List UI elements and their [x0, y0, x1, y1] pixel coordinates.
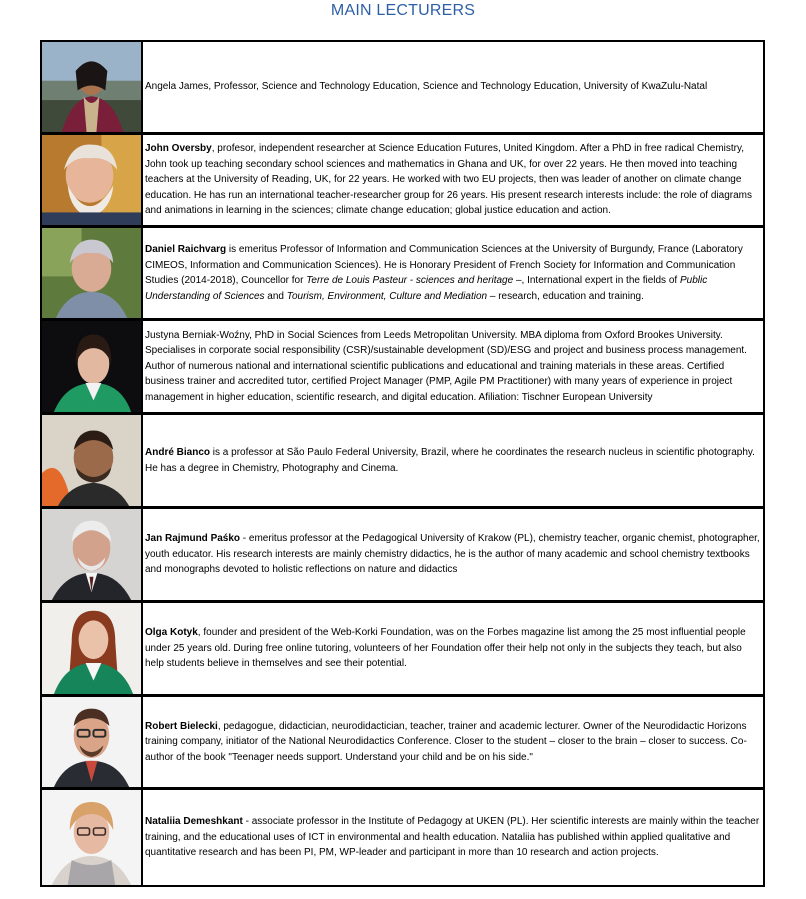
lecturer-bio — [143, 603, 763, 694]
lecturer-bio — [143, 321, 763, 412]
lecturer-bio-italic: Terre de Louis Pasteur - sciences and heritage — [306, 275, 514, 286]
lecturer-photo — [42, 509, 143, 600]
lecturer-bio — [143, 415, 763, 506]
lecturer-bio-text: , pedagogue, didactician, neurodidactician, teacher, trainer and academic lecturer. Owner of the Neurodidactic Horizons training company, initiator of the National Neurodidactics Conference. Closer to the student – closer to the brain – closer to success. Co-author of the book "Teenager needs support. Understand your child and be on his side." — [145, 720, 747, 763]
lecturer-bio — [143, 790, 763, 885]
lecturer-bio-text: Angela James, Professor, Science and Technology Education, Science and Technology Education, University of KwaZulu-Natal — [145, 81, 708, 93]
lecturer-row — [42, 697, 763, 790]
lecturer-photo — [42, 790, 143, 885]
lecturer-bio-text: - emeritus professor at the Pedagogical University of Krakow (PL), chemistry teacher, organic chemist, photographer, youth educator. His research interests are mainly chemistry didactics, he is the author of many academic and school chemistry textbooks and monographs devoted to holistic reflections on nature and didactics — [145, 533, 760, 576]
lecturer-row — [42, 228, 763, 321]
lecturer-bio-text: - associate professor in the Institute of Pedagogy at UKEN (PL). Her scientific interests are mainly within the teacher training, and the educational uses of ICT in environmental and health education. Nataliia has published within applied qualitative and quantitative research and has been PI, PM, WP-leader and participant in more than 10 research and action projects. — [145, 816, 760, 859]
lecturer-bio — [143, 509, 763, 600]
lecturer-bio — [143, 135, 763, 225]
lecturer-bio-text: –, International expert in the fields of — [513, 275, 680, 286]
lecturer-row — [42, 135, 763, 228]
lecturer-name: Robert Bielecki — [145, 720, 218, 732]
lecturer-name: Olga Kotyk — [145, 627, 198, 639]
lecturer-row — [42, 603, 763, 697]
lecturer-bio — [143, 697, 763, 787]
lecturer-bio-text: is a professor at São Paulo Federal University, Brazil, where he coordinates the research nucleus in scientific photography. He has a degree in Chemistry, Photography and Cinema. — [145, 447, 755, 474]
lecturer-bio-text: and — [264, 290, 287, 302]
lecturer-bio-text: Justyna Berniak-Woźny, PhD in Social Sciences from Leeds Metropolitan University. MBA diploma from Oxford Brookes University. Specialises in corporate social responsibility (CSR)/sustainable development (SD)/ESG and project and business process management. Author of numerous national and international scientific publications and educational and training materials in these areas. Certified business trainer and accredited tutor, certified Project Manager (PMP, Agile PM Practitioner) with many years of experience in project management in higher education, scientific research, and digital education. Afiliation: Tischner European University — [145, 329, 747, 403]
lecturer-row — [42, 509, 763, 603]
lecturer-bio-text: – research, education and training. — [487, 290, 644, 302]
lecturer-photo — [42, 603, 143, 694]
lecturers-table — [40, 40, 765, 887]
lecturer-bio — [143, 228, 763, 318]
lecturer-row — [42, 415, 763, 509]
lecturer-row — [42, 790, 763, 885]
lecturer-bio-text: , founder and president of the Web-Korki Foundation, was on the Forbes magazine list among the 25 most influential people under 25 years old. During free online tutoring, volunteers of her Foundation offer their help not only in the subjects they teach, but also help students believe in themselves and see their potential. — [145, 627, 746, 670]
lecturer-photo — [42, 321, 143, 412]
lecturer-photo — [42, 228, 143, 318]
page-title: MAIN LECTURERS — [330, 2, 476, 19]
lecturer-name: Jan Rajmund Paśko — [145, 533, 241, 545]
lecturer-row — [42, 42, 763, 135]
lecturer-name: Daniel Raichvarg — [145, 244, 227, 255]
lecturer-photo — [42, 42, 143, 132]
lecturer-photo — [42, 415, 143, 506]
lecturer-photo — [42, 135, 143, 225]
lecturer-bio-text: , profesor, independent researcher at Science Education Futures, United Kingdom. After a PhD in free radical Chemistry, John took up teaching secondary school sciences and mathematics in Ghana and UK, for over 22 years. He then moved into teaching teachers at the University of Reading, UK, for 22 years. He worked with two EU projects, then was leader of another on climate change education. He has run an international teacher-researcher group for 26 years. His present research interests include: the role of diagrams and animations in learning in the sciences; climate change education; global justice education and action. — [145, 143, 752, 217]
lecturer-bio-italic: Public Understanding of Sciences — [145, 275, 708, 302]
lecturer-bio-text: is emeritus Professor of Information and Communication Sciences at the University of Burgundy, France (Laboratory CIMEOS, Information and Communication Sciences). He is Honorary President of French Society for Information and Communication Studies (2014-2018), Councellor for — [145, 244, 743, 286]
lecturer-bio — [143, 42, 763, 132]
lecturer-photo — [42, 697, 143, 787]
lecturer-name: John Oversby — [145, 143, 212, 155]
lecturer-row — [42, 321, 763, 415]
lecturer-name: André Bianco — [145, 447, 211, 458]
lecturer-name: Nataliia Demeshkant — [145, 816, 243, 828]
lecturer-bio-italic: Tourism, Environment, Culture and Mediation — [286, 290, 488, 302]
